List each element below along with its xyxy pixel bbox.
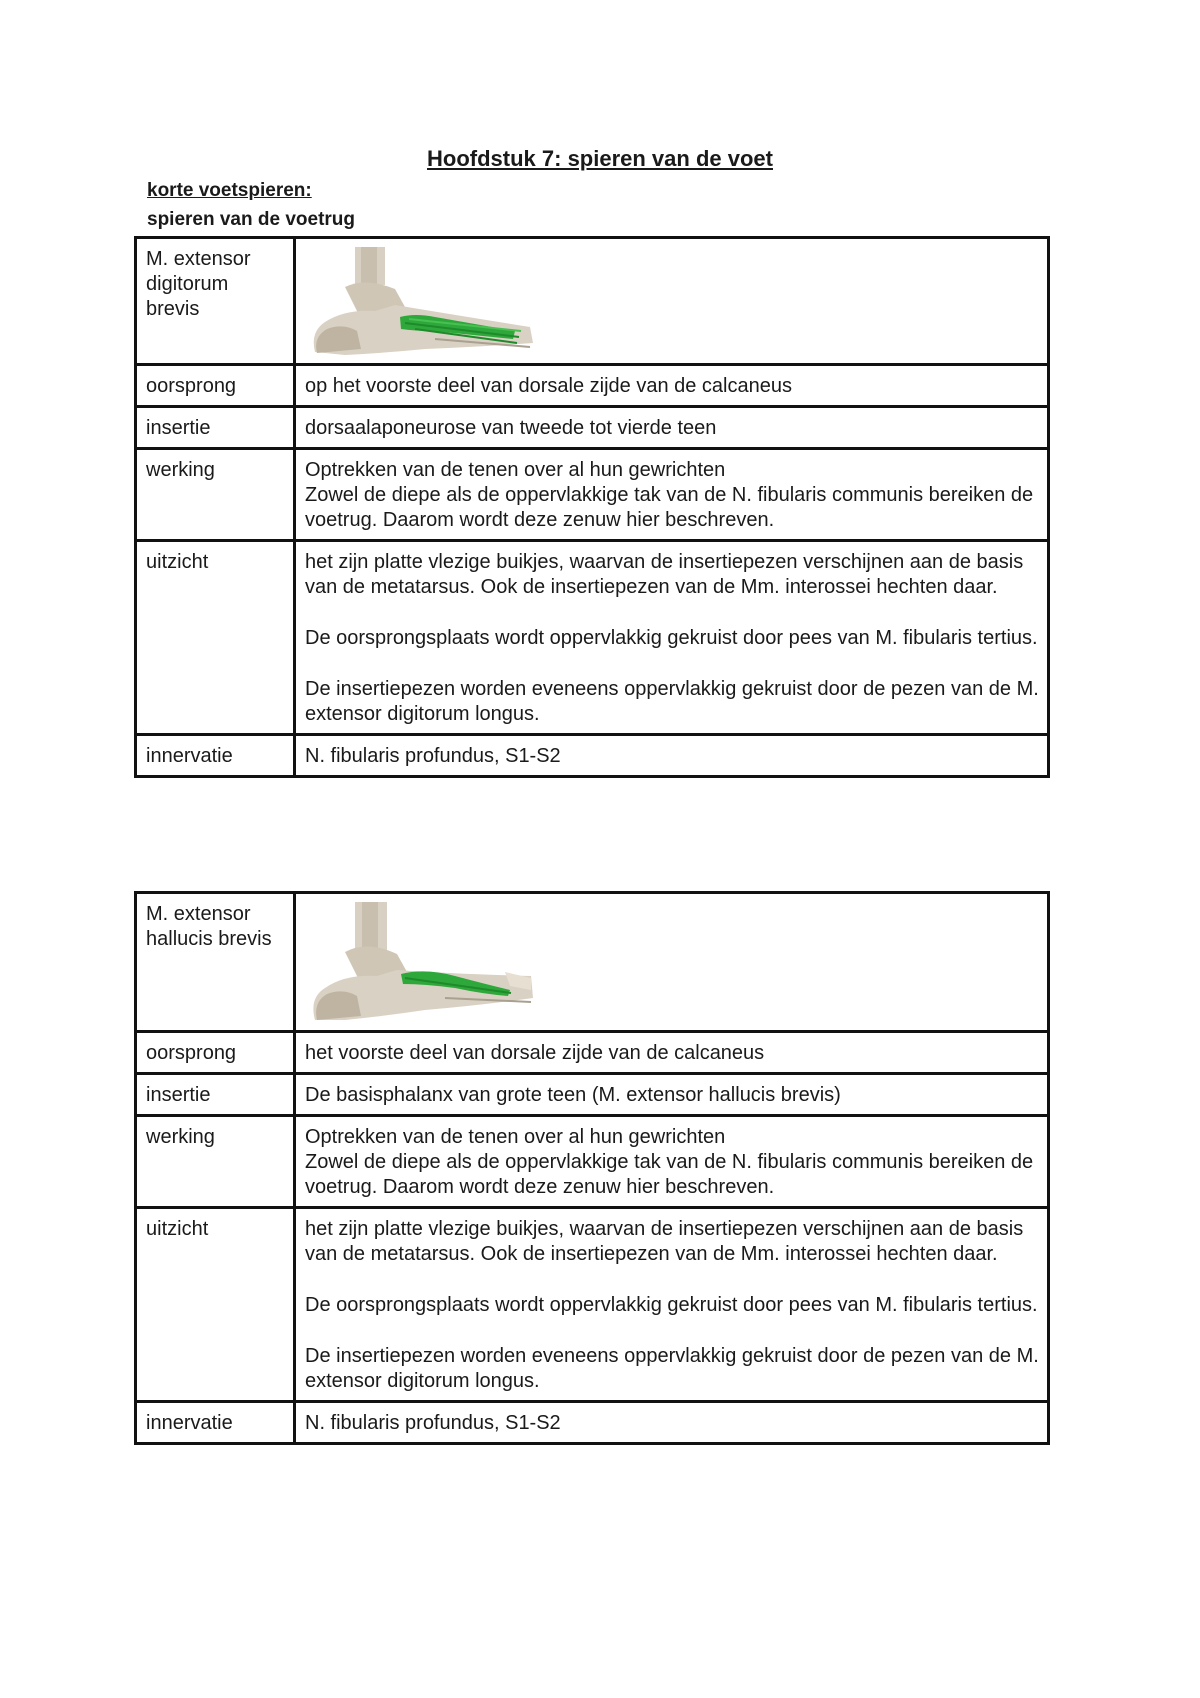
subsection-heading: spieren van de voetrug xyxy=(147,209,356,230)
muscle-image-cell xyxy=(295,893,1049,1032)
row-value xyxy=(295,1208,1049,1402)
row-value: dorsaalaponeurose van tweede tot vierde teen xyxy=(295,407,1049,449)
row-value: De basisphalanx van grote teen (M. extensor hallucis brevis) xyxy=(295,1074,1049,1116)
row-label: oorsprong xyxy=(136,365,295,407)
foot-anatomy-illustration xyxy=(305,902,535,1022)
row-label: insertie xyxy=(136,407,295,449)
uitzicht-paragraph: De insertiepezen worden eveneens oppervlakkig gekruist door de pezen van de M. extensor digitorum longus. xyxy=(305,1345,1039,1392)
werking-line: Optrekken van de tenen over al hun gewrichten xyxy=(305,459,726,481)
muscle-name-cell: M. extensor hallucis brevis xyxy=(136,893,295,1032)
uitzicht-paragraph: De oorsprongsplaats wordt oppervlakkig gekruist door pees van M. fibularis tertius. xyxy=(305,1294,1038,1316)
row-label: insertie xyxy=(136,1074,295,1116)
muscle-table-extensor-digitorum-brevis xyxy=(134,236,1050,778)
table-row-muscle-name xyxy=(136,893,1049,1032)
uitzicht-paragraph: het zijn platte vlezige buikjes, waarvan de insertiepezen verschijnen aan de basis van de metatarsus. Ook de insertiepezen van de Mm. interossei hechten daar. xyxy=(305,551,1024,598)
row-value: N. fibularis profundus, S1-S2 xyxy=(295,1402,1049,1444)
page-title: Hoofdstuk 7: spieren van de voet xyxy=(427,146,773,171)
table-row-werking xyxy=(136,449,1049,541)
row-label: innervatie xyxy=(136,1402,295,1444)
uitzicht-paragraph: De oorsprongsplaats wordt oppervlakkig gekruist door pees van M. fibularis tertius. xyxy=(305,627,1038,649)
foot-anatomy-illustration xyxy=(305,247,535,357)
row-label: oorsprong xyxy=(136,1032,295,1074)
table-row-werking xyxy=(136,1116,1049,1208)
uitzicht-paragraph: het zijn platte vlezige buikjes, waarvan de insertiepezen verschijnen aan de basis van de metatarsus. Ook de insertiepezen van de Mm. interossei hechten daar. xyxy=(305,1218,1024,1265)
uitzicht-paragraph: De insertiepezen worden eveneens oppervlakkig gekruist door de pezen van de M. extensor digitorum longus. xyxy=(305,678,1039,725)
werking-line: Zowel de diepe als de oppervlakkige tak van de N. fibularis communis bereiken de voetrug. Daarom wordt deze zenuw hier beschreven. xyxy=(305,484,1034,531)
werking-line: Zowel de diepe als de oppervlakkige tak van de N. fibularis communis bereiken de voetrug. Daarom wordt deze zenuw hier beschreven. xyxy=(305,1151,1034,1198)
row-label: uitzicht xyxy=(136,541,295,735)
werking-line: Optrekken van de tenen over al hun gewrichten xyxy=(305,1126,726,1148)
row-value: op het voorste deel van dorsale zijde van de calcaneus xyxy=(295,365,1049,407)
row-value xyxy=(295,449,1049,541)
row-label: werking xyxy=(136,1116,295,1208)
row-value xyxy=(295,1116,1049,1208)
table-row-innervatie xyxy=(136,735,1049,777)
section-heading: korte voetspieren: xyxy=(147,180,312,201)
table-row-uitzicht xyxy=(136,541,1049,735)
row-value: N. fibularis profundus, S1-S2 xyxy=(295,735,1049,777)
table-row-oorsprong xyxy=(136,1032,1049,1074)
table-row-insertie xyxy=(136,407,1049,449)
row-value: het voorste deel van dorsale zijde van de calcaneus xyxy=(295,1032,1049,1074)
table-row-innervatie xyxy=(136,1402,1049,1444)
table-row-insertie xyxy=(136,1074,1049,1116)
muscle-name-cell: M. extensor digitorum brevis xyxy=(136,238,295,365)
row-label: innervatie xyxy=(136,735,295,777)
table-row-uitzicht xyxy=(136,1208,1049,1402)
muscle-table-extensor-hallucis-brevis xyxy=(134,891,1050,1445)
muscle-image-cell xyxy=(295,238,1049,365)
row-label: uitzicht xyxy=(136,1208,295,1402)
row-value xyxy=(295,541,1049,735)
row-label: werking xyxy=(136,449,295,541)
table-row-oorsprong xyxy=(136,365,1049,407)
table-row-muscle-name xyxy=(136,238,1049,365)
